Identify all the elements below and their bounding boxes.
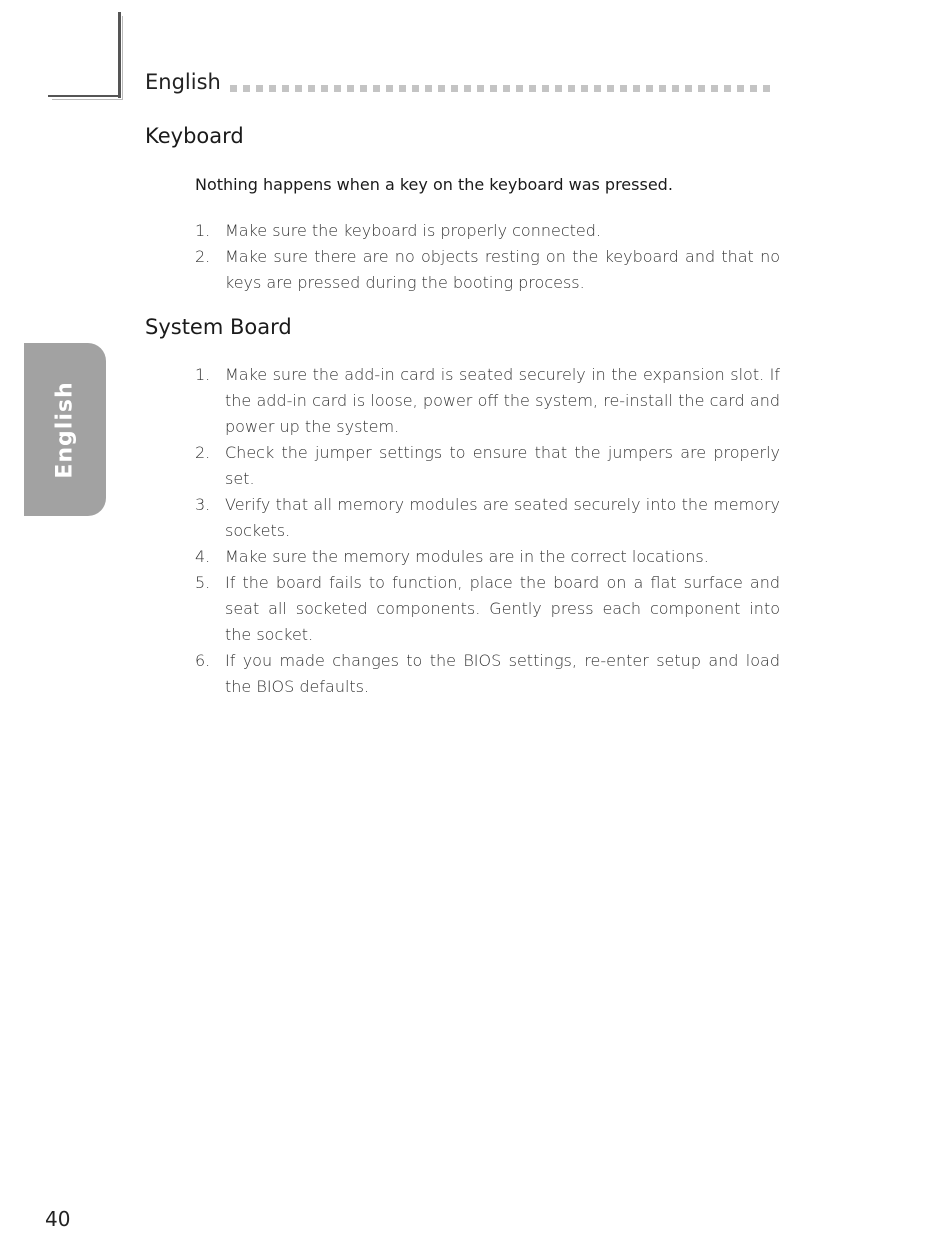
rule-dot bbox=[503, 85, 510, 92]
rule-dot bbox=[295, 85, 302, 92]
language-side-tab bbox=[24, 343, 106, 516]
rule-dot bbox=[334, 85, 341, 92]
list-item bbox=[195, 648, 780, 700]
keyboard-steps bbox=[195, 218, 780, 296]
corner-mark-horizontal-shadow bbox=[52, 99, 122, 100]
list-item bbox=[195, 440, 780, 492]
rule-dot bbox=[763, 85, 770, 92]
list-item bbox=[195, 244, 780, 296]
rule-dot bbox=[620, 85, 627, 92]
rule-dot bbox=[685, 85, 692, 92]
keyboard-lead: Nothing happens when a key on the keyboard was pressed. bbox=[195, 175, 673, 194]
rule-dot bbox=[672, 85, 679, 92]
list-item bbox=[195, 362, 780, 440]
rule-dot bbox=[230, 85, 237, 92]
rule-dot bbox=[477, 85, 484, 92]
rule-dot bbox=[464, 85, 471, 92]
list-item-text: Make sure the memory modules are in the correct locations. bbox=[225, 547, 709, 566]
rule-dot bbox=[594, 85, 601, 92]
rule-dot bbox=[698, 85, 705, 92]
rule-dot bbox=[568, 85, 575, 92]
list-item bbox=[195, 570, 780, 648]
header-dotted-rule bbox=[230, 85, 780, 93]
list-item-text: Verify that all memory modules are seated securely into the memory sockets. bbox=[225, 495, 780, 540]
rule-dot bbox=[529, 85, 536, 92]
rule-dot bbox=[308, 85, 315, 92]
list-item-text: If you made changes to the BIOS settings, re-enter setup and load the BIOS defaults. bbox=[225, 651, 780, 696]
list-item bbox=[195, 492, 780, 544]
list-item bbox=[195, 544, 780, 570]
rule-dot bbox=[256, 85, 263, 92]
list-item-text: Make sure the keyboard is properly connected. bbox=[225, 221, 601, 240]
list-item-number: 1. bbox=[195, 365, 211, 384]
list-item-number: 2. bbox=[195, 247, 211, 266]
list-item-text: If the board fails to function, place the board on a flat surface and seat all socketed components. Gently press each component into the socket. bbox=[225, 573, 780, 644]
list-item-number: 2. bbox=[195, 443, 211, 462]
rule-dot bbox=[607, 85, 614, 92]
rule-dot bbox=[737, 85, 744, 92]
rule-dot bbox=[360, 85, 367, 92]
rule-dot bbox=[282, 85, 289, 92]
list-item-number: 6. bbox=[195, 651, 211, 670]
list-item-number: 3. bbox=[195, 495, 211, 514]
rule-dot bbox=[451, 85, 458, 92]
list-item-text: Make sure there are no objects resting on the keyboard and that no keys are pressed during the booting process. bbox=[225, 247, 780, 292]
rule-dot bbox=[659, 85, 666, 92]
list-item bbox=[195, 218, 780, 244]
keyboard-heading: Keyboard bbox=[145, 124, 244, 148]
list-item-number: 4. bbox=[195, 547, 211, 566]
rule-dot bbox=[750, 85, 757, 92]
system-board-steps bbox=[195, 362, 780, 700]
rule-dot bbox=[373, 85, 380, 92]
rule-dot bbox=[555, 85, 562, 92]
list-item-number: 5. bbox=[195, 573, 211, 592]
rule-dot bbox=[243, 85, 250, 92]
rule-dot bbox=[724, 85, 731, 92]
rule-dot bbox=[321, 85, 328, 92]
list-item-text: Make sure the add-in card is seated securely in the expansion slot. If the add-in card is loose, power off the system, re-install the card and power up the system. bbox=[225, 365, 780, 436]
rule-dot bbox=[711, 85, 718, 92]
rule-dot bbox=[438, 85, 445, 92]
corner-mark-horizontal bbox=[48, 95, 120, 97]
rule-dot bbox=[490, 85, 497, 92]
list-item-text: Check the jumper settings to ensure that the jumpers are properly set. bbox=[225, 443, 780, 488]
rule-dot bbox=[399, 85, 406, 92]
list-item-number: 1. bbox=[195, 221, 211, 240]
rule-dot bbox=[516, 85, 523, 92]
corner-mark-vertical bbox=[118, 12, 121, 98]
rule-dot bbox=[633, 85, 640, 92]
corner-mark-vertical-shadow bbox=[122, 16, 123, 100]
rule-dot bbox=[542, 85, 549, 92]
rule-dot bbox=[386, 85, 393, 92]
rule-dot bbox=[347, 85, 354, 92]
rule-dot bbox=[646, 85, 653, 92]
rule-dot bbox=[425, 85, 432, 92]
rule-dot bbox=[581, 85, 588, 92]
page-number: 40 bbox=[45, 1207, 71, 1231]
rule-dot bbox=[412, 85, 419, 92]
header-language-label: English bbox=[145, 70, 221, 94]
system-board-heading: System Board bbox=[145, 315, 292, 339]
side-tab-label: English bbox=[52, 380, 78, 479]
rule-dot bbox=[269, 85, 276, 92]
